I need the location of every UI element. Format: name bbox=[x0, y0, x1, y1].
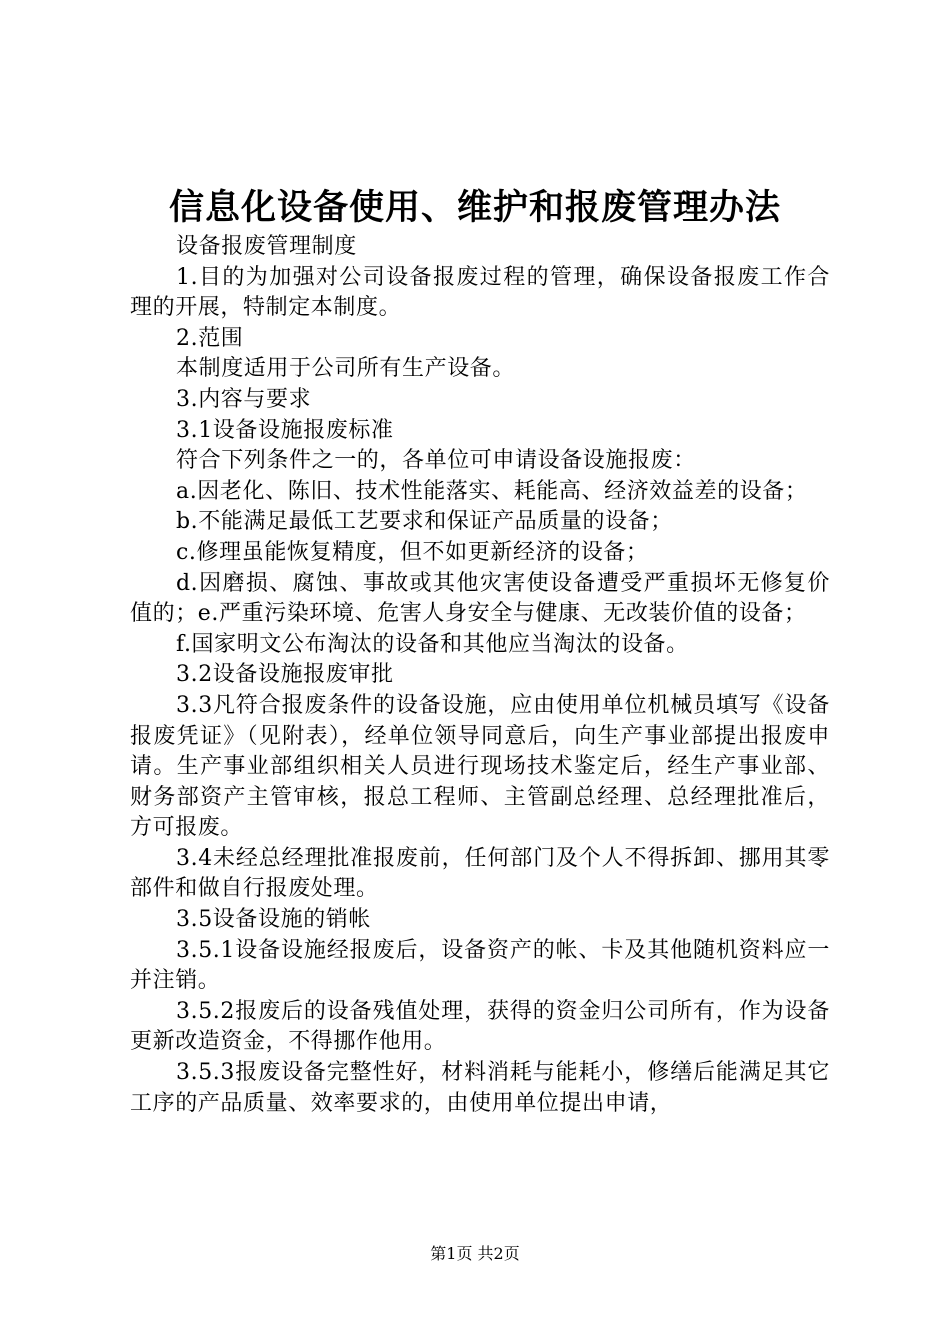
paragraph: 2.范围 bbox=[176, 325, 244, 351]
paragraph: a.因老化、陈旧、技术性能落实、耗能高、经济效益差的设备； bbox=[176, 478, 808, 504]
paragraph: c.修理虽能恢复精度，但不如更新经济的设备； bbox=[176, 539, 649, 565]
paragraph: 3.5.2报废后的设备残值处理，获得的资金归公司所有，作为设备更新改造资金，不得挪作他用。 bbox=[130, 998, 830, 1055]
paragraph: 3.内容与要求 bbox=[176, 386, 312, 412]
paragraph: d.因磨损、腐蚀、事故或其他灾害使设备遭受严重损坏无修复价值的；e.严重污染环境、危害人身安全与健康、无改装价值的设备； bbox=[130, 570, 830, 627]
paragraph: 3.3凡符合报废条件的设备设施，应由使用单位机械员填写《设备报废凭证》（见附表），经单位领导同意后，向生产事业部提出报废申请。生产事业部组织相关人员进行现场技术鉴定后，经生产事业部、财务部资产主管审核，报总工程师、主管副总经理、总经理批准后，方可报废。 bbox=[130, 692, 830, 841]
page-number-footer: 第1页 共2页 bbox=[430, 1244, 520, 1263]
paragraph: f.国家明文公布淘汰的设备和其他应当淘汰的设备。 bbox=[176, 631, 689, 657]
paragraph: 设备报废管理制度 bbox=[176, 234, 357, 259]
paragraph: 符合下列条件之一的，各单位可申请设备设施报废： bbox=[176, 448, 696, 474]
paragraph: 3.5设备设施的销帐 bbox=[176, 907, 371, 933]
document-title: 信息化设备使用、维护和报废管理办法 bbox=[168, 187, 781, 228]
paragraph: b.不能满足最低工艺要求和保证产品质量的设备； bbox=[176, 509, 673, 535]
paragraph: 3.5.1设备设施经报废后，设备资产的帐、卡及其他随机资料应一并注销。 bbox=[130, 937, 830, 994]
paragraph: 3.4未经总经理批准报废前，任何部门及个人不得拆卸、挪用其零部件和做自行报废处理。 bbox=[130, 845, 830, 902]
paragraph: 3.2设备设施报废审批 bbox=[176, 662, 394, 688]
paragraph: 1.目的为加强对公司设备报废过程的管理，确保设备报废工作合理的开展，特制定本制度。 bbox=[130, 264, 830, 321]
paragraph: 3.5.3报废设备完整性好，材料消耗与能耗小，修缮后能满足其它工序的产品质量、效率要求的，由使用单位提出申请， bbox=[130, 1060, 830, 1116]
document-body bbox=[130, 232, 830, 1119]
paragraph: 3.1设备设施报废标准 bbox=[176, 417, 394, 443]
paragraph: 本制度适用于公司所有生产设备。 bbox=[176, 356, 516, 382]
